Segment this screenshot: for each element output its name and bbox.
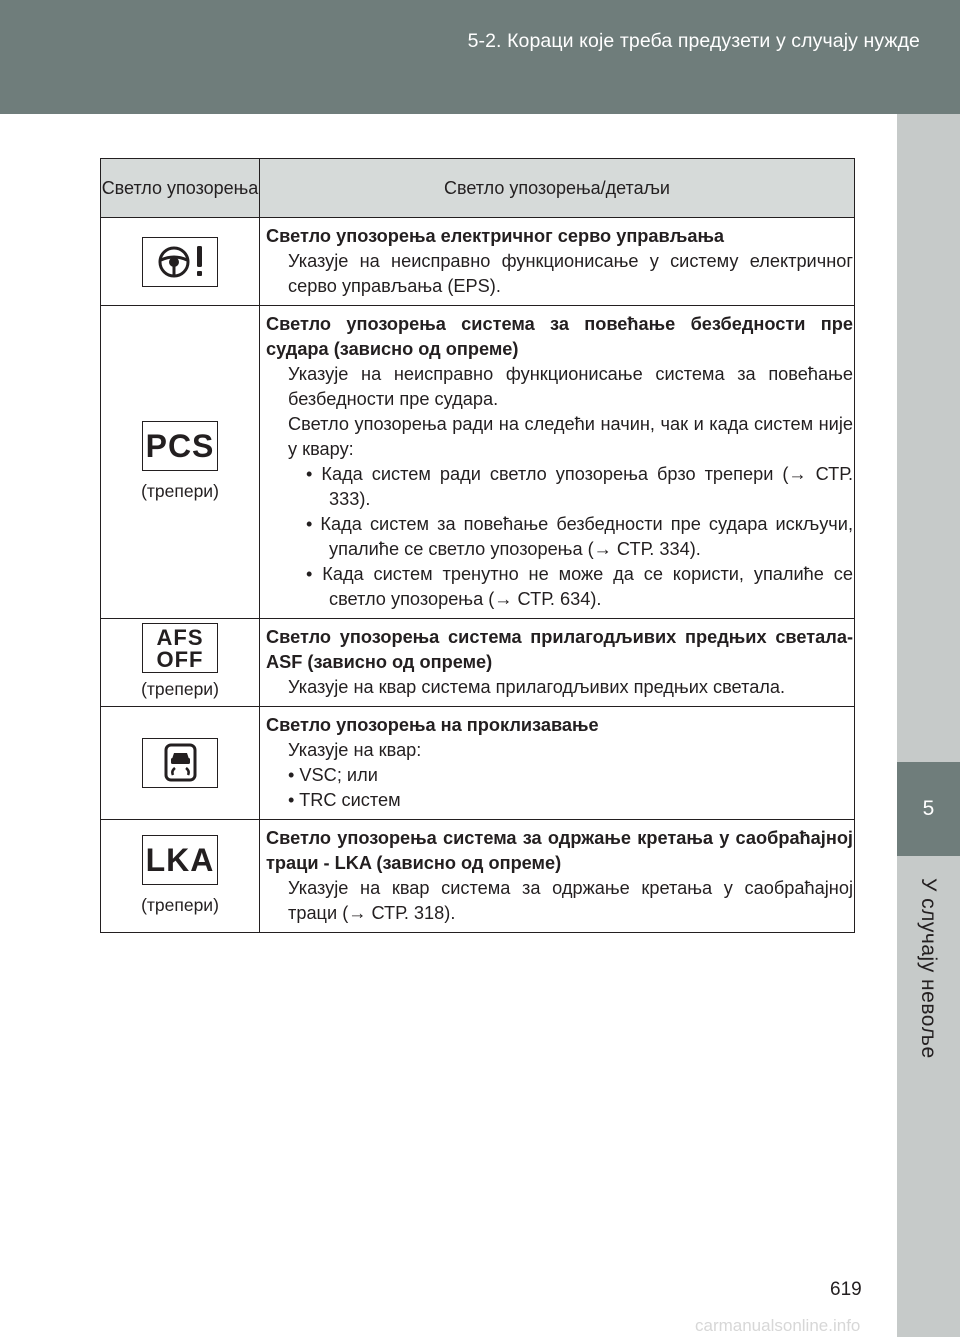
header-bar [0, 0, 960, 114]
row-title: Светло упозорења система прилагодљивих предњих светала-ASF (зависно од опреме) [266, 627, 853, 672]
icon-cell [101, 306, 260, 619]
row-title: Светло упозорења на проклизавање [266, 715, 599, 735]
table-row [101, 707, 855, 820]
icon-caption: (трепери) [141, 894, 219, 915]
warning-lights-table [100, 158, 855, 933]
table-row [101, 218, 855, 306]
icon-cell [101, 820, 260, 933]
icon-caption: (трепери) [141, 480, 219, 501]
icon-cell [101, 218, 260, 306]
list-item: • TRC систем [288, 790, 401, 810]
details-cell [260, 619, 855, 707]
lka-icon-label: LKA [145, 841, 215, 878]
pcs-icon [142, 421, 218, 471]
row-title: Светло упозорења система за одржање кретања у саобраћајној траци - LKA (зависно од опреме) [266, 828, 853, 873]
pcs-icon-label: PCS [145, 427, 215, 464]
row-text: Указује на неисправно функционисање у систему електричног серво управљања (EPS). [288, 251, 853, 296]
row-text-2: Светло упозорења ради на следећи начин, чак и када систем није у квару: [288, 414, 853, 459]
row-title: Светло упозорења система за повећање безбедности пре судара (зависно од опреме) [266, 314, 853, 359]
table-row [101, 820, 855, 933]
row-text: Указује на квар: [288, 740, 422, 760]
icon-cell [101, 619, 260, 707]
section-title: 5-2. Кораци које треба предузети у случају нужде [467, 30, 920, 52]
row-text: Указује на квар система за одржање кретања у саобраћајној траци (→ СТР. 318). [288, 878, 853, 923]
list-item: • VSC; или [288, 765, 378, 785]
steering-warning-icon [142, 237, 218, 287]
details-cell [260, 707, 855, 820]
icon-cell [101, 707, 260, 820]
details-cell [260, 820, 855, 933]
col-header-light: Светло упозорења [101, 159, 260, 218]
row-title: Светло упозорења електричног серво управљања [266, 226, 725, 246]
watermark: carmanualsonline.info [695, 1316, 861, 1335]
row-text: Указује на квар система прилагодљивих предњих светала. [288, 677, 786, 697]
slip-indicator-icon [142, 738, 218, 788]
page-number: 619 [830, 1279, 862, 1300]
table-header-row [101, 159, 855, 218]
chapter-title: У случају невоље [917, 878, 940, 1059]
table-row [101, 619, 855, 707]
afs-icon-label: AFS [156, 625, 204, 650]
afs-off-icon [142, 623, 218, 673]
chapter-sidebar [897, 114, 960, 1337]
col-header-details: Светло упозорења/детаљи [260, 159, 855, 218]
bullet-item: • Када систем тренутно не може да се користи, упалиће се светло упозорења (→ СТР. 634). [306, 564, 853, 609]
chapter-number: 5 [922, 797, 935, 820]
bullet-item: • Када систем ради светло упозорења брзо трепери (→ СТР. 333). [306, 464, 853, 509]
row-text: Указује на неисправно функционисање система за повећање безбедности пре судара. [288, 364, 853, 409]
details-cell [260, 306, 855, 619]
off-icon-label: OFF [156, 647, 204, 672]
lka-icon [142, 835, 218, 885]
table-row [101, 306, 855, 619]
details-cell [260, 218, 855, 306]
icon-caption: (трепери) [141, 679, 219, 699]
bullet-item: • Када систем за повећање безбедности пре судара искључи, упалиће се светло упозорења (→ СТР. 334). [306, 514, 853, 559]
